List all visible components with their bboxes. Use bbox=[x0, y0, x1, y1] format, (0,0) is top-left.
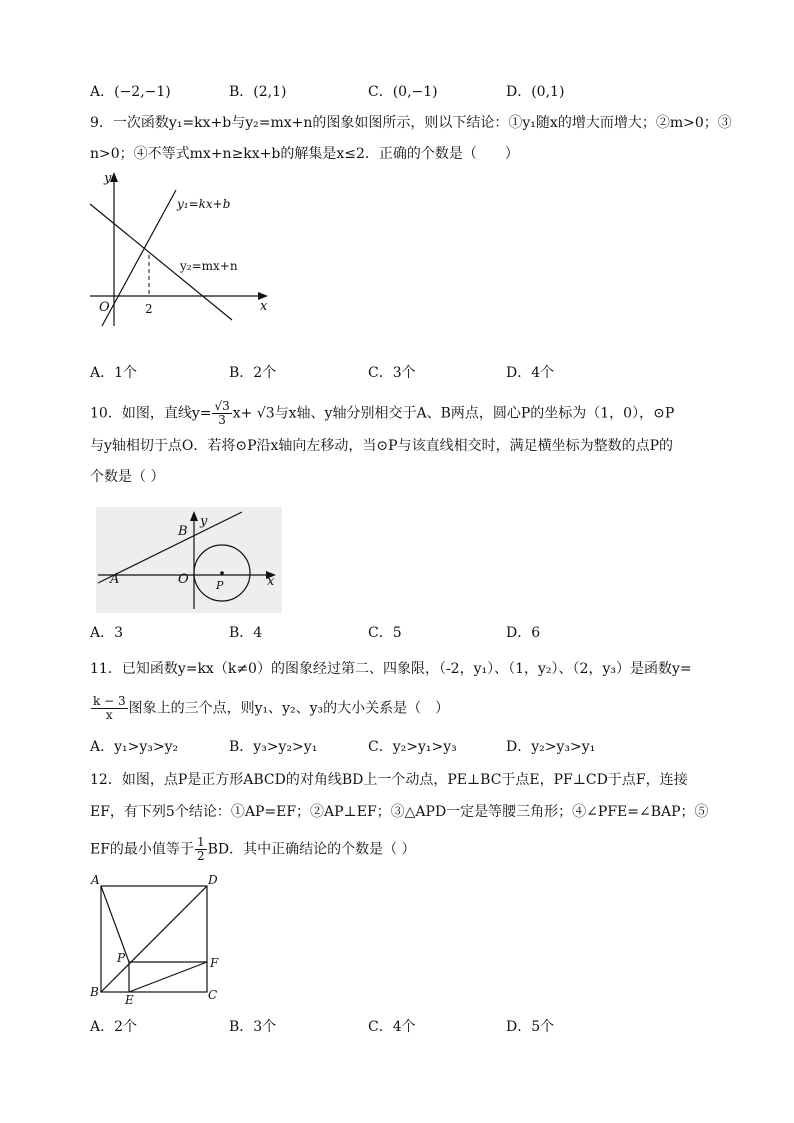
q11-fraction-num: k − 3 bbox=[93, 694, 126, 708]
q11-option-c: C．y₂>y₁>y₃ bbox=[368, 739, 457, 755]
q12-option-c: C．4个 bbox=[368, 1019, 416, 1035]
q9-origin-label: O bbox=[99, 300, 110, 315]
q12-fraction bbox=[195, 836, 207, 863]
q9-stem-line1: 9．一次函数y₁=kx+b与y₂=mx+n的图象如图所示，则以下结论：①y₁随x的增大而增大；②m>0；③ bbox=[90, 115, 732, 131]
q8-option-d: D．(0,1) bbox=[506, 84, 565, 100]
q12-stem-part2: BD．其中正确结论的个数是（ ） bbox=[207, 841, 416, 858]
q12-segment-ef bbox=[129, 962, 207, 992]
q12-label-e: E bbox=[125, 993, 134, 1005]
q10-figure-background bbox=[96, 507, 282, 613]
q11-option-d: D．y₂>y₃>y₁ bbox=[506, 739, 596, 755]
q10-stem-line1 bbox=[90, 400, 674, 427]
q9-option-b: B．2个 bbox=[229, 365, 277, 381]
q12-stem-line2: EF，有下列5个结论：①AP=EF；②AP⊥EF；③△APD一定是等腰三角形；④∠PFE=∠BAP；⑤ bbox=[90, 804, 709, 820]
q10-fraction bbox=[212, 400, 231, 427]
q11-stem-line1: 11．已知函数y=kx（k≠0）的图象经过第二、四象限，（-2，y₁）、（1，y₂）、（2，y₃）是函数y= bbox=[90, 661, 692, 677]
q9-line-y1 bbox=[102, 190, 176, 326]
q12-label-a: A bbox=[91, 873, 100, 887]
q9-x-label: x bbox=[260, 299, 268, 314]
q12-label-p: P bbox=[117, 951, 126, 965]
q12-fraction-den: 2 bbox=[196, 849, 205, 863]
q12-diagonal-bd bbox=[101, 886, 207, 992]
q11-fraction bbox=[91, 695, 128, 722]
q10-label-p: P bbox=[216, 579, 224, 592]
q12-option-b: B．3个 bbox=[229, 1019, 277, 1035]
q9-option-d: D．4个 bbox=[506, 365, 555, 381]
q12-label-b: B bbox=[90, 985, 99, 999]
q12-label-f: F bbox=[210, 956, 219, 970]
q12-figure bbox=[86, 870, 226, 1005]
q9-option-c: C．3个 bbox=[368, 365, 416, 381]
q10-fraction-den: 3 bbox=[218, 413, 226, 427]
q12-label-d: D bbox=[208, 873, 218, 887]
q11-stem-line2 bbox=[90, 695, 449, 722]
q10-stem-line3: 个数是（ ） bbox=[90, 469, 165, 485]
q10-label-x: x bbox=[267, 574, 275, 589]
q10-stem-part1: 10．如图，直线y= bbox=[90, 405, 212, 422]
q10-label-o: O bbox=[178, 572, 189, 587]
q12-stem-part1: EF的最小值等于 bbox=[90, 841, 194, 858]
q10-stem-line2: 与y轴相切于点O．若将⊙P沿x轴向左移动，当⊙P与该直线相交时，满足横坐标为整数的点P的 bbox=[90, 438, 674, 454]
q10-label-b: B bbox=[178, 524, 188, 539]
q9-option-a: A．1个 bbox=[90, 365, 138, 381]
q10-option-d: D．6 bbox=[506, 625, 541, 641]
q12-fraction-num: 1 bbox=[196, 835, 205, 849]
q8-option-b: B．(2,1) bbox=[229, 84, 287, 100]
q10-label-a: A bbox=[110, 572, 120, 587]
q11-option-a: A．y₁>y₃>y₂ bbox=[90, 739, 179, 755]
q10-option-b: B．4 bbox=[229, 625, 263, 641]
q12-option-d: D．5个 bbox=[506, 1019, 555, 1035]
q12-option-a: A．2个 bbox=[90, 1019, 138, 1035]
q10-figure bbox=[96, 507, 282, 613]
q9-tick-2: 2 bbox=[145, 302, 153, 316]
q8-option-c: C．(0,−1) bbox=[368, 84, 438, 100]
q12-stem-line1: 12．如图，点P是正方形ABCD的对角线BD上一个动点，PE⊥BC于点E，PF⊥CD于点F，连接 bbox=[90, 772, 688, 788]
q8-option-a: A．(−2,−1) bbox=[90, 84, 171, 100]
q9-line2-label: y₂=mx+n bbox=[180, 259, 238, 273]
q11-option-b: B．y₃>y₂>y₁ bbox=[229, 739, 318, 755]
q10-option-c: C．5 bbox=[368, 625, 402, 641]
q10-center-p bbox=[220, 571, 224, 575]
q10-option-a: A．3 bbox=[90, 625, 124, 641]
q12-label-c: C bbox=[208, 988, 218, 1002]
q10-label-y: y bbox=[200, 514, 208, 529]
q9-line1-label: y₁=kx+b bbox=[177, 197, 231, 211]
q11-stem-part2: 图象上的三个点，则y₁、y₂、y₃的大小关系是（ ） bbox=[128, 700, 450, 717]
q11-fraction-den: x bbox=[105, 708, 113, 722]
q10-stem-part2: x+ √3与x轴、y轴分别相交于A、B两点，圆心P的坐标为（1，0），⊙P bbox=[232, 405, 675, 422]
q12-stem-line3 bbox=[90, 836, 416, 863]
q9-stem-line2: n>0；④不等式mx+n≥kx+b的解集是x≤2．正确的个数是（ ） bbox=[90, 146, 519, 162]
q9-y-label: y bbox=[104, 171, 112, 186]
q9-figure bbox=[88, 168, 278, 328]
q10-fraction-num: √3 bbox=[214, 399, 230, 413]
